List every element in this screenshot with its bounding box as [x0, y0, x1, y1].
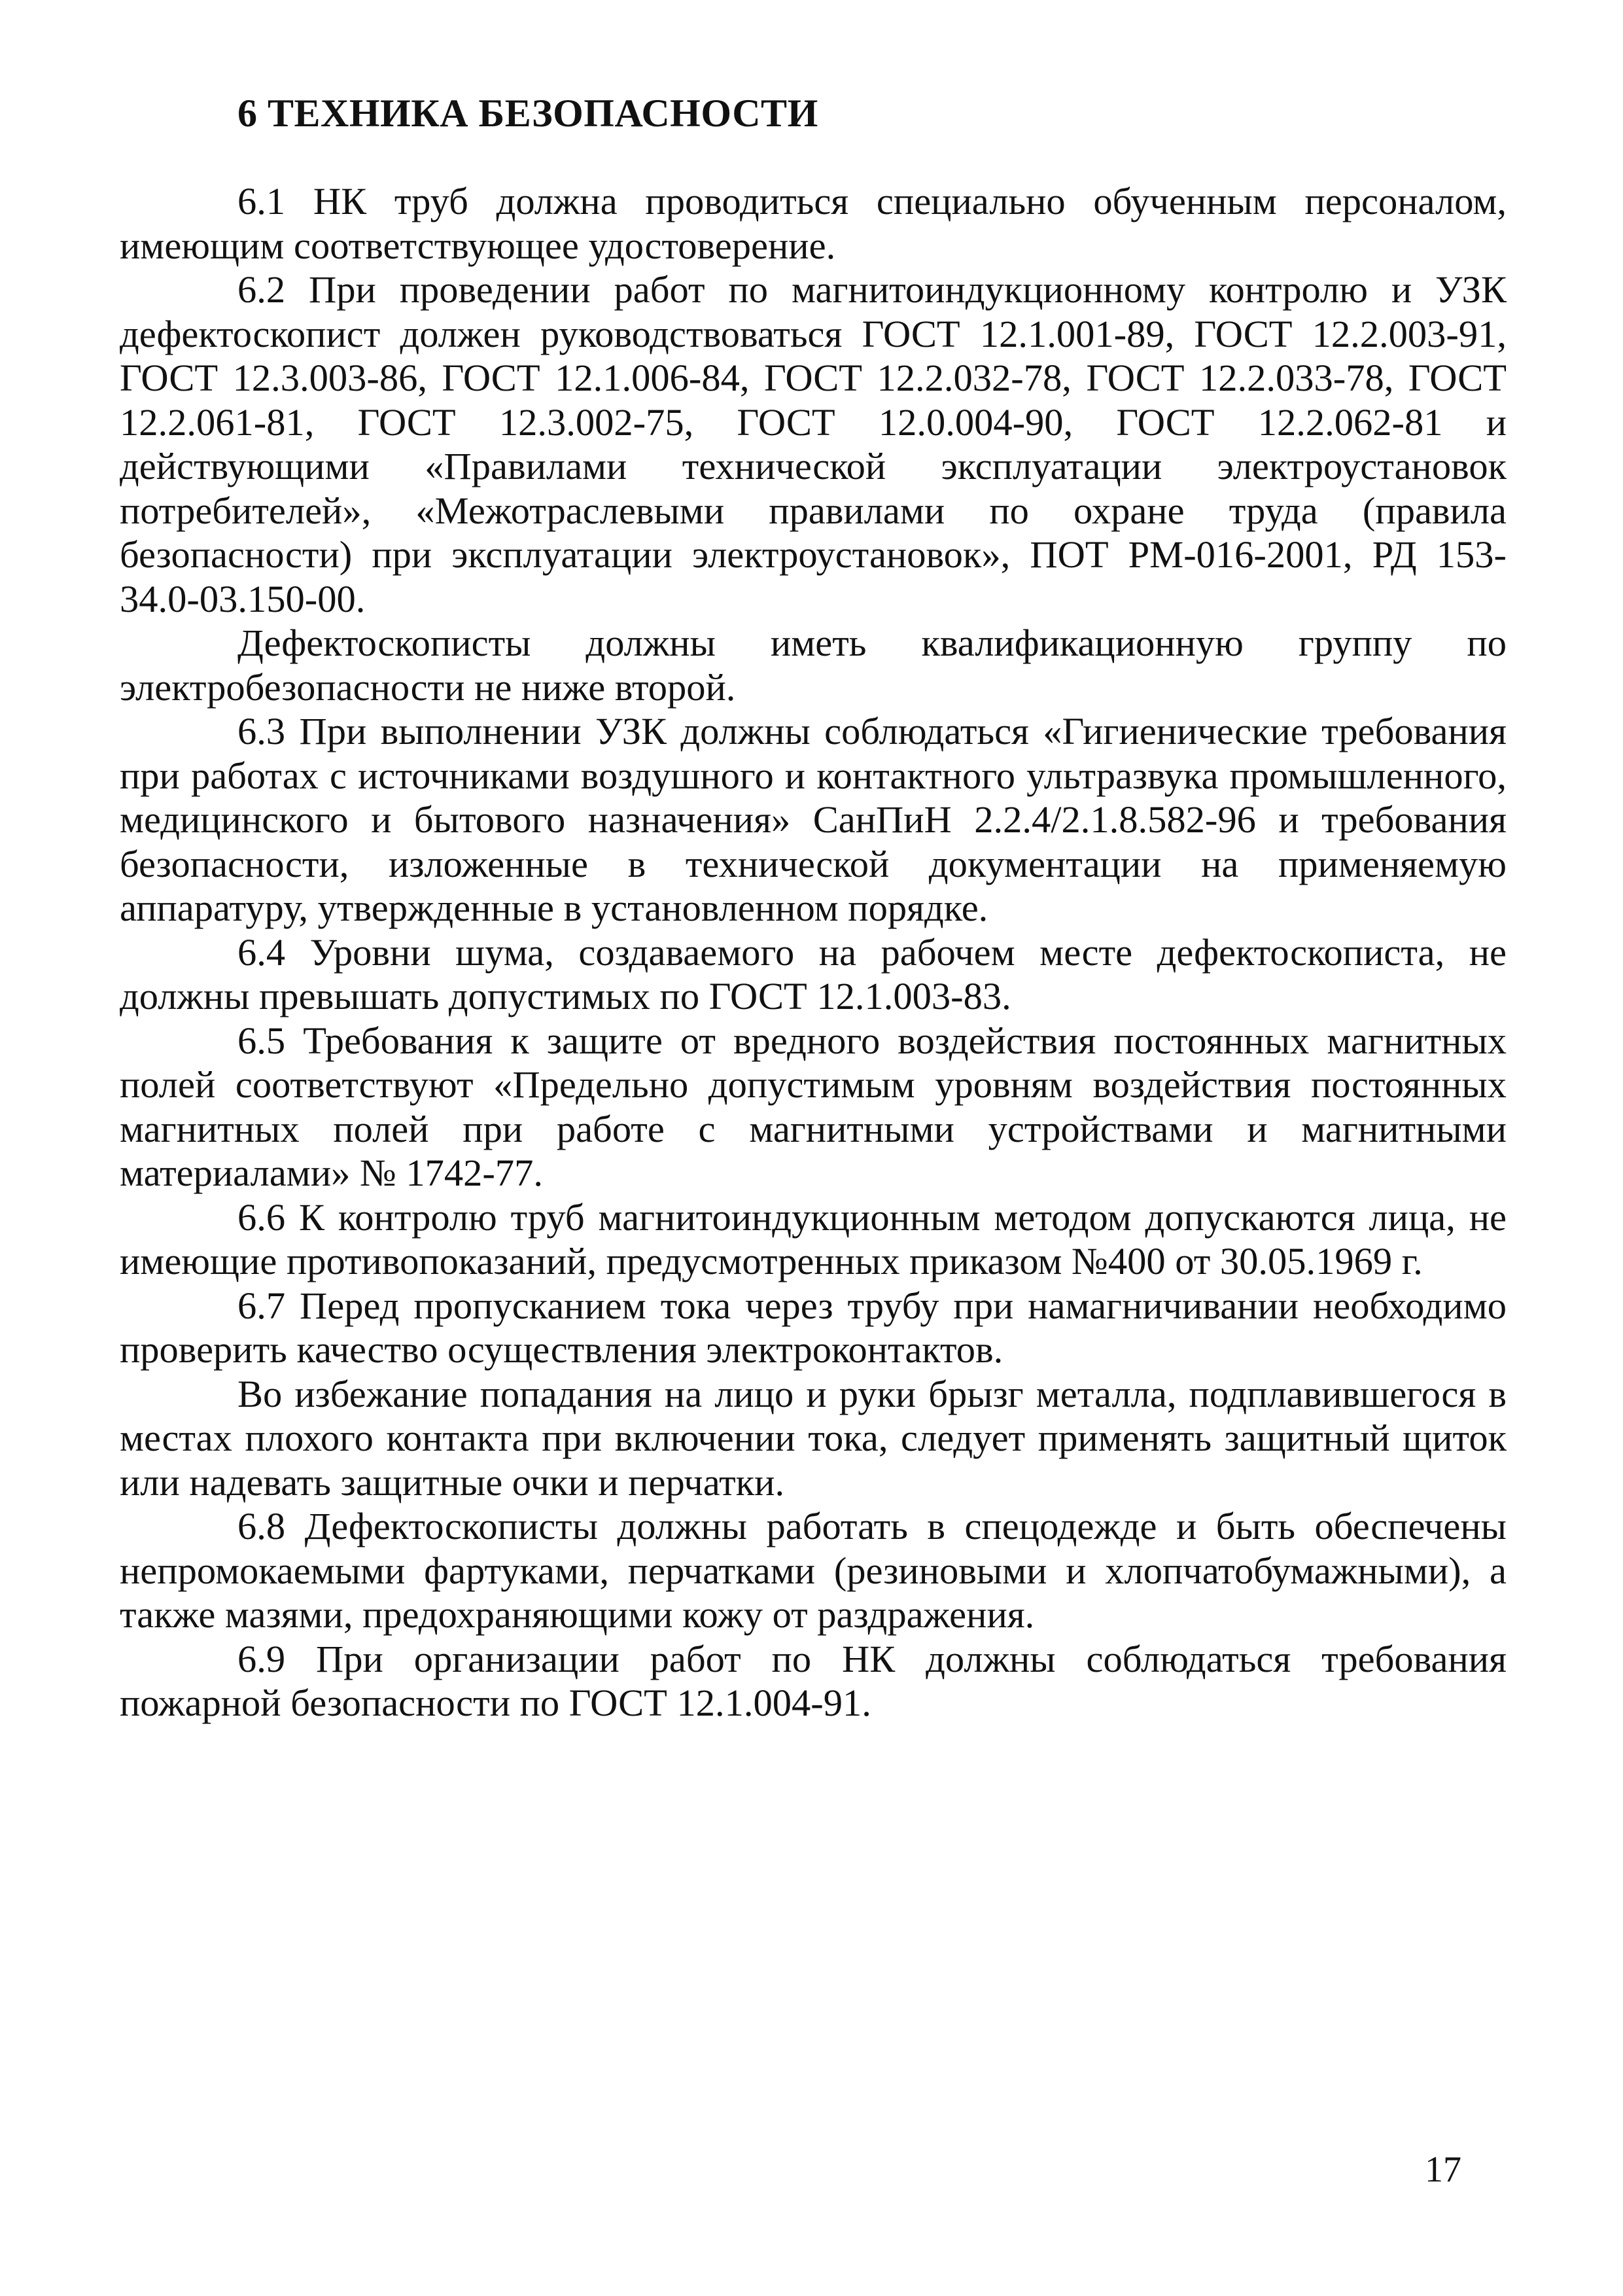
- paragraph-protection: Во избежание попадания на лицо и руки брызг металла, подплавившегося в местах плохого контакта при включении тока, следует применять защитный щиток или надевать защитные очки и перчатки.: [120, 1372, 1507, 1504]
- section-heading: 6 ТЕХНИКА БЕЗОПАСНОСТИ: [237, 92, 818, 135]
- page-content: [120, 90, 1507, 1725]
- paragraph-qualification: Дефектоскописты должны иметь квалификационную группу по электробезопасности не ниже второй.: [120, 622, 1507, 709]
- paragraph-6-4: 6.4 Уровни шума, создаваемого на рабочем месте дефектоскописта, не должны превышать допустимых по ГОСТ 12.1.003-83.: [120, 930, 1507, 1017]
- paragraph-6-2: 6.2 При проведении работ по магнитоиндукционному контролю и УЗК дефектоскопист должен руководствоваться ГОСТ 12.1.001-89, ГОСТ 12.2.003-91, ГОСТ 12.3.003-86, ГОСТ 12.1.006-84, ГОСТ 12.2.032-78, ГОСТ 12.2.033-78, ГОСТ 12.2.061-81, ГОСТ 12.3.002-75, ГОСТ 12.0.004-90, ГОСТ 12.2.062-81 и действующими «Правилами технической эксплуатации электроустановок потребителей», «Межотраслевыми правилами по охране труда (правила безопасности) при эксплуатации электроустановок», ПОТ РМ-016-2001, РД 153-34.0-03.150-00.: [120, 268, 1507, 620]
- paragraph-6-6: 6.6 К контролю труб магнитоиндукционным методом допускаются лица, не имеющие противопоказаний, предусмотренных приказом №400 от 30.05.1969 г.: [120, 1195, 1507, 1282]
- paragraph-6-7: 6.7 Перед пропусканием тока через трубу при намагничивании необходимо проверить качество осуществления электроконтактов.: [120, 1284, 1507, 1371]
- paragraph-6-1: 6.1 НК труб должна проводиться специально обученным персоналом, имеющим соответствующее удостоверение.: [120, 180, 1507, 267]
- paragraph-6-9: 6.9 При организации работ по НК должны соблюдаться требования пожарной безопасности по ГОСТ 12.1.004-91.: [120, 1637, 1507, 1724]
- paragraph-6-8: 6.8 Дефектоскописты должны работать в спецодежде и быть обеспечены непромокаемыми фартуками, перчатками (резиновыми и хлопчатобумажными), а также мазями, предохраняющими кожу от раздражения.: [120, 1505, 1507, 1636]
- page-number: 17: [1425, 2149, 1461, 2190]
- paragraph-6-3: 6.3 При выполнении УЗК должны соблюдаться «Гигиенические требования при работах с источниками воздушного и контактного ультразвука промышленного, медицинского и бытового назначения» СанПиН 2.2.4/2.1.8.582-96 и требования безопасности, изложенные в технической документации на применяемую аппаратуру, утвержденные в установленном порядке.: [120, 710, 1507, 929]
- paragraph-6-5: 6.5 Требования к защите от вредного воздействия постоянных магнитных полей соответствуют «Предельно допустимым уровням воздействия постоянных магнитных полей при работе с магнитными устройствами и магнитными материалами» № 1742-77.: [120, 1019, 1507, 1194]
